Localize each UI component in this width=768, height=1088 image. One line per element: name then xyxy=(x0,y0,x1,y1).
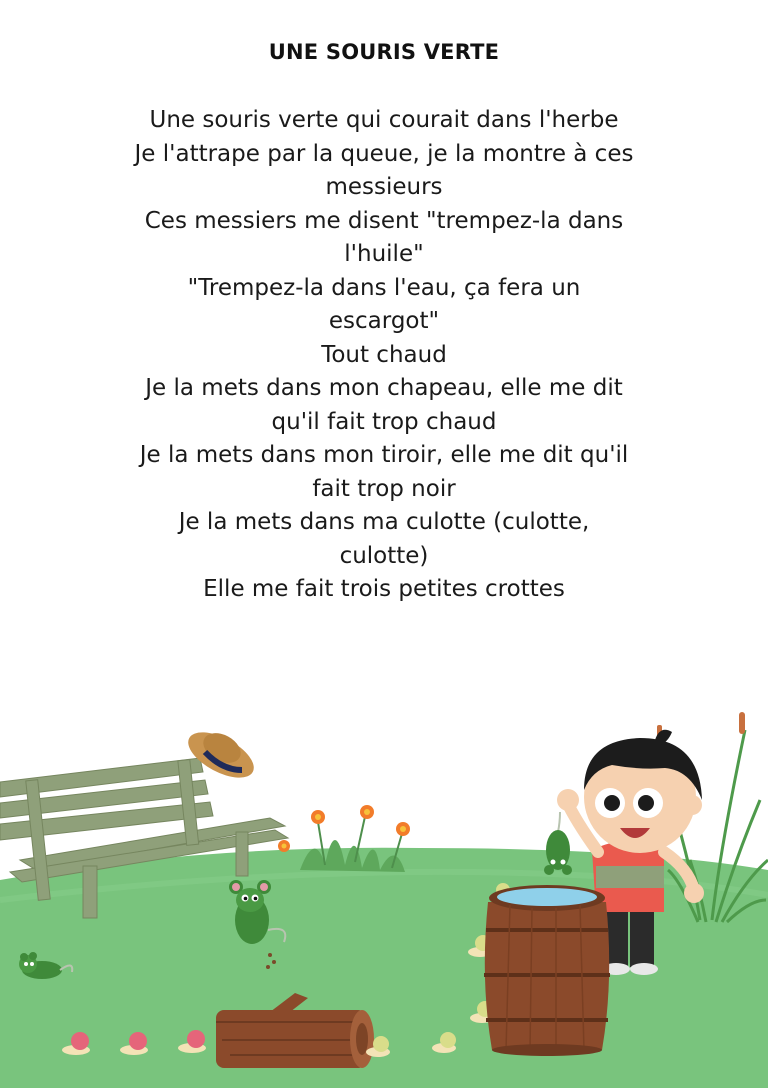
page-title: UNE SOURIS VERTE xyxy=(268,40,500,64)
poem-line: Je la mets dans mon tiroir, elle me dit qu'il fait trop noir xyxy=(139,442,629,502)
wooden-barrel xyxy=(484,885,610,1056)
poem-line: Je la mets dans mon chapeau, elle me dit qu'il fait trop chaud xyxy=(145,375,623,435)
poem-line: Je l'attrape par la queue, je la montre à ces messieurs xyxy=(134,140,634,200)
straw-hat xyxy=(181,723,261,787)
poem-line: Je la mets dans ma culotte (culotte, culotte) xyxy=(178,509,590,569)
poem-line: Une souris verte qui courait dans l'herbe xyxy=(149,107,619,133)
poem-line: "Trempez-la dans l'eau, ça fera un escargot" xyxy=(187,274,581,334)
poem-line: Ces messiers me disent "trempez-la dans l'huile" xyxy=(144,207,624,267)
dangling-green-mouse xyxy=(544,812,572,875)
poem-line: Elle me fait trois petites crottes xyxy=(203,576,565,602)
poem-line: Tout chaud xyxy=(321,341,447,368)
